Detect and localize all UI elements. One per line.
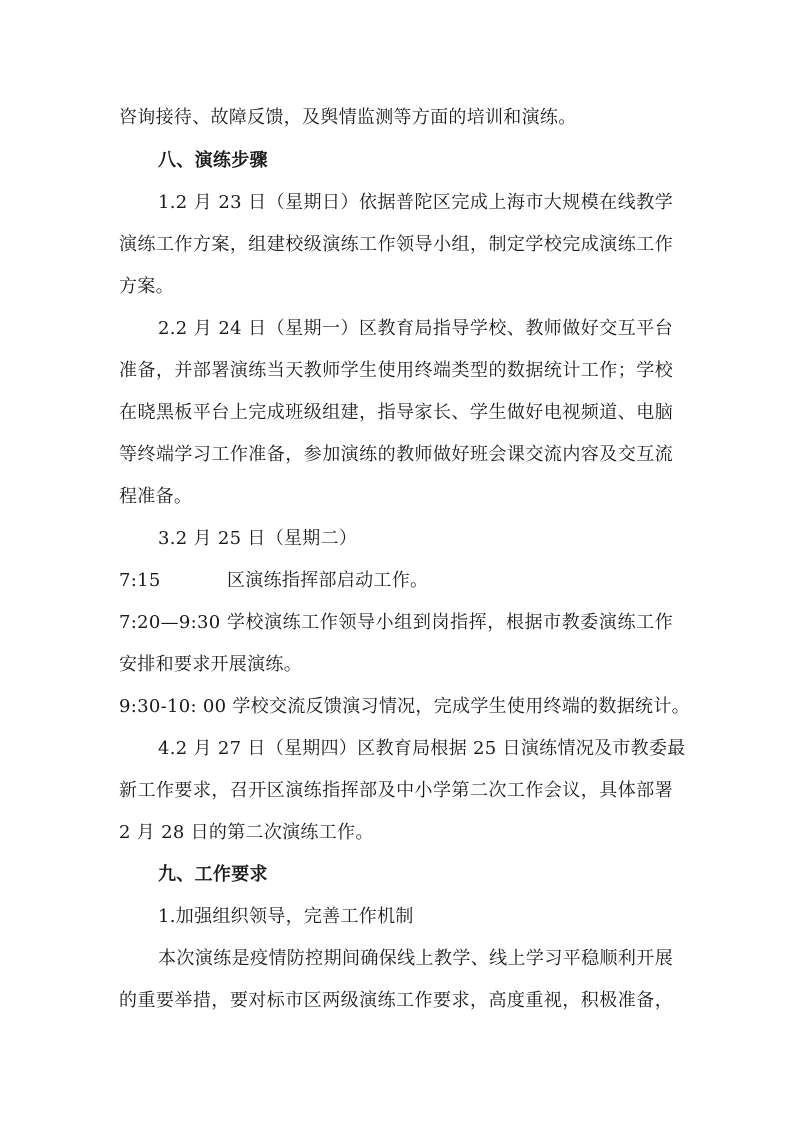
paragraph-line: 的重要举措，要对标市区两级演练工作要求，高度重视，积极准备，: [119, 990, 673, 1011]
paragraph-line: 程准备。: [119, 486, 193, 507]
paragraph-line: 7:20—9:30 学校演练工作领导小组到岗指挥，根据市教委演练工作: [119, 612, 673, 633]
paragraph-line: 等终端学习工作准备，参加演练的教师做好班会课交流内容及交互流: [119, 444, 673, 465]
paragraph-line: 准备，并部署演练当天教师学生使用终端类型的数据统计工作；学校: [119, 360, 673, 381]
paragraph-line: 2.2 月 24 日（星期一）区教育局指导学校、教师做好交互平台: [158, 318, 673, 339]
paragraph-line: 在晓黑板平台上完成班级组建，指导家长、学生做好电视频道、电脑: [119, 402, 673, 423]
schedule-text: 区演练指挥部启动工作。: [227, 570, 429, 591]
paragraph-line: 2 月 28 日的第二次演练工作。: [119, 822, 374, 843]
paragraph-line: 方案。: [119, 276, 174, 297]
schedule-time: 7:15: [119, 570, 161, 591]
subheading-line: 1.加强组织领导，完善工作机制: [158, 906, 414, 927]
paragraph-line: 本次演练是疫情防控期间确保线上教学、线上学习平稳顺利开展: [158, 948, 673, 969]
paragraph-line: 安排和要求开展演练。: [119, 654, 302, 675]
paragraph-line: 演练工作方案，组建校级演练工作领导小组，制定学校完成演练工作: [119, 234, 673, 255]
paragraph-line: 9:30-10: 00 学校交流反馈演习情况，完成学生使用终端的数据统计。: [119, 696, 690, 717]
paragraph-line: 3.2 月 25 日（星期二）: [158, 528, 358, 549]
paragraph-line: 1.2 月 23 日（星期日）依据普陀区完成上海市大规模在线教学: [158, 192, 673, 213]
paragraph-line: 新工作要求，召开区演练指挥部及中小学第二次工作会议，具体部署: [119, 780, 673, 801]
section-heading-requirements: 九、工作要求: [158, 864, 268, 885]
paragraph-line: 4.2 月 27 日（星期四）区教育局根据 25 日演练情况及市教委最: [158, 738, 686, 759]
section-heading-steps: 八、演练步骤: [158, 150, 268, 171]
paragraph-line: 咨询接待、故障反馈，及舆情监测等方面的培训和演练。: [119, 107, 577, 128]
schedule-row: [119, 569, 428, 593]
